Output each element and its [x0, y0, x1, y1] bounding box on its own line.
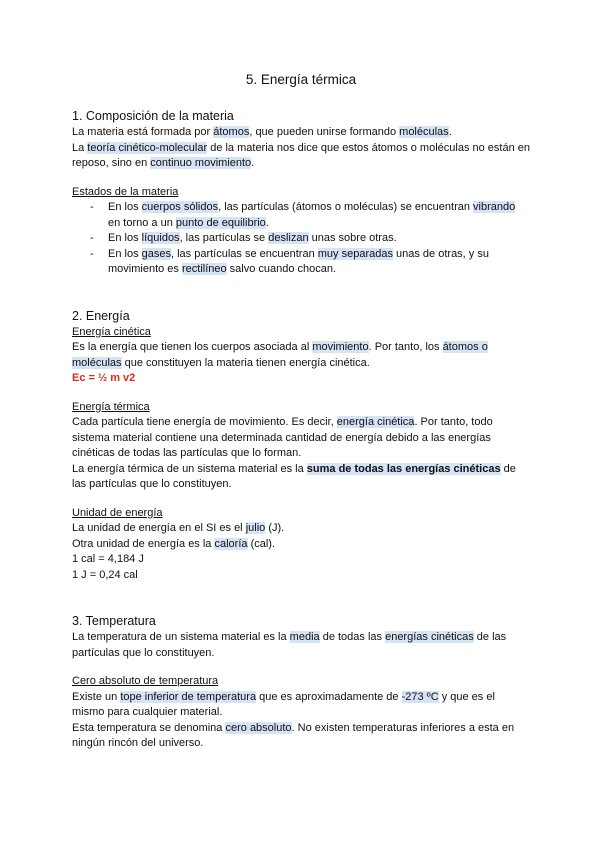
list-item: - En los líquidos, las partículas se deslizan unas sobre otras. — [90, 232, 397, 244]
list-item: - En los gases, las partículas se encuentran muy separadas unas de otras, y su movimiento es rectilíneo salvo cuando chocan. — [90, 247, 489, 275]
s1-paragraph-2: La teoría cinético-molecular de la materia nos dice que estos átomos o moléculas no están en reposo, sino en continuo movimiento. — [72, 141, 530, 169]
section-3-heading: 3. Temperatura — [72, 614, 156, 628]
section-2-heading: 2. Energía — [72, 308, 130, 323]
unidad-conversion-2: 1 J = 0,24 cal — [72, 568, 138, 581]
cero-absoluto-paragraph-1: Existe un tope inferior de temperatura que es aproximadamente de -273 ºC y que es el mismo para cualquier material. — [72, 690, 495, 718]
cinetica-subheading: Energía cinética — [72, 325, 151, 338]
document-title: 5. Energía térmica — [245, 72, 357, 87]
termica-paragraph-2: La energía térmica de un sistema material es la suma de todas las energías cinéticas de las partículas que lo constituyen. — [72, 462, 516, 490]
estados-subheading: Estados de la materia — [72, 185, 179, 198]
unidad-conversion-1: 1 cal = 4,184 J — [72, 553, 144, 565]
kinetic-energy-formula: Ec = ½ m v2 — [72, 372, 136, 384]
document-page — [72, 72, 530, 752]
cero-absoluto-paragraph-2: Esta temperatura se denomina cero absoluto. No existen temperaturas inferiores a esta en ningún rincón del universo. — [72, 721, 515, 749]
unidad-subheading: Unidad de energía — [72, 506, 163, 519]
cero-absoluto-subheading: Cero absoluto de temperatura — [72, 675, 219, 687]
unidad-paragraph-1: La unidad de energía en el SI es el julio (J). — [72, 522, 285, 534]
list-item: - En los cuerpos sólidos, las partículas (átomos o moléculas) se encuentran vibrando en torno a un punto de equilibrio. — [90, 201, 516, 229]
cinetica-paragraph: Es la energía que tienen los cuerpos asociada al movimiento. Por tanto, los átomos o moléculas que constituyen la materia tienen energía cinética. — [72, 341, 488, 369]
estados-list — [72, 200, 530, 278]
unidad-paragraph-2: Otra unidad de energía es la caloría (cal). — [72, 537, 276, 550]
termica-subheading: Energía térmica — [72, 400, 150, 413]
termica-paragraph-1: Cada partícula tiene energía de movimiento. Es decir, energía cinética. Por tanto, todo sistema material contiene una determinada cantidad de energía debido a las energías cinéticas de todas las partículas que lo forman. — [72, 416, 493, 459]
temperatura-paragraph: La temperatura de un sistema material es la media de todas las energías cinéticas de las partículas que lo constituyen. — [72, 631, 507, 659]
s1-paragraph-1: La materia está formada por átomos, que pueden unirse formando moléculas. — [72, 126, 452, 138]
section-1-heading: 1. Composición de la materia — [72, 109, 234, 123]
